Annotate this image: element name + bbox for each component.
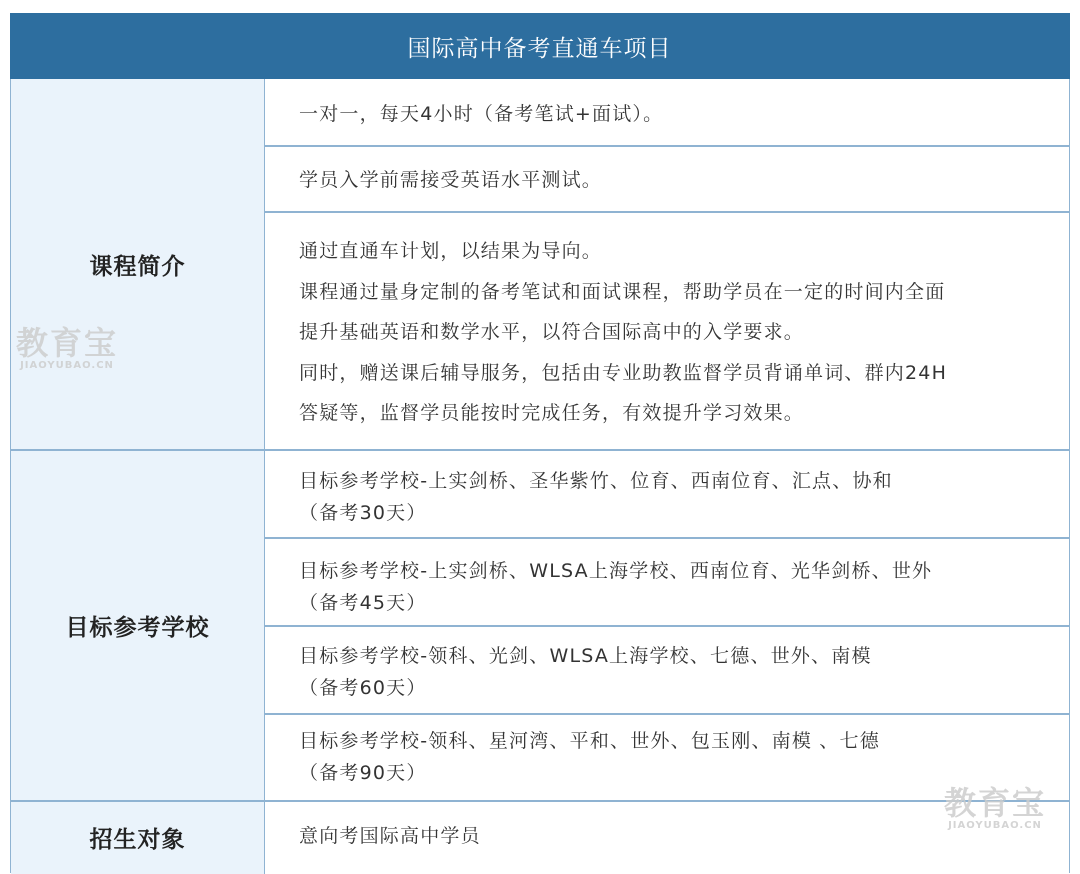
divider <box>265 537 1069 539</box>
label-target-schools: 目标参考学校 <box>11 451 265 801</box>
divider <box>265 211 1069 213</box>
intro-row-2: 学员入学前需接受英语水平测试。 <box>299 169 603 191</box>
watermark-logo: 教育宝 JIAOYUBAO.CN <box>944 784 1047 831</box>
school-row-45: 目标参考学校-上实剑桥、WLSA上海学校、西南位育、光华剑桥、世外 （备考45天） <box>299 560 933 614</box>
intro-row-1: 一对一，每天4小时（备考笔试+面试）。 <box>299 102 664 125</box>
course-info-table <box>10 13 1070 873</box>
target-row: 意向考国际高中学员 <box>299 825 481 847</box>
divider <box>265 713 1069 715</box>
table-title: 国际高中备考直通车项目 <box>407 35 672 62</box>
label-enrollment-target: 招生对象 <box>11 802 265 874</box>
divider <box>265 625 1069 627</box>
school-row-30: 目标参考学校-上实剑桥、圣华紫竹、位育、西南位育、汇点、协和 （备考30天） <box>299 470 893 524</box>
watermark-logo: 教育宝 JIAOYUBAO.CN <box>16 324 119 371</box>
label-course-intro: 课程简介 <box>11 79 265 449</box>
table-header <box>10 13 1070 79</box>
school-row-60: 目标参考学校-领科、光剑、WLSA上海学校、七德、世外、南模 （备考60天） <box>299 645 872 699</box>
school-row-90: 目标参考学校-领科、星河湾、平和、世外、包玉刚、南模 、七德 （备考90天） <box>299 730 880 784</box>
intro-row-3: 通过直通车计划，以结果为导向。 课程通过量身定制的备考笔试和面试课程，帮助学员在一定的时间内全面 提升基础英语和数学水平，以符合国际高中的入学要求。 同时，赠送课后辅导服务，包括由专业助教监督学员背诵单词、群内24H 答疑等，监督学员能按时完成任务，有效提升学习效果。 <box>299 240 948 424</box>
